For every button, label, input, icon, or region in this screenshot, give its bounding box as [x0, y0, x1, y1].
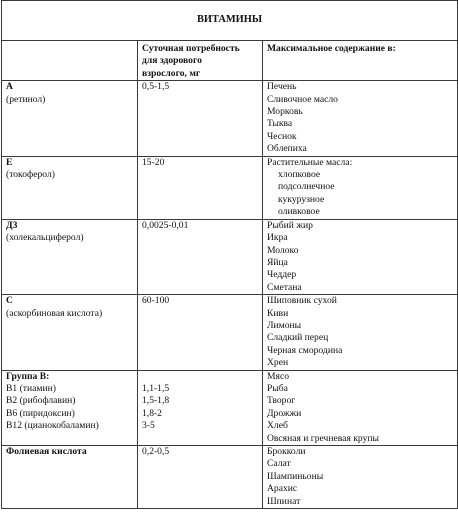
vitamin-name-cell [2, 156, 138, 219]
source-item: Хрен [267, 357, 289, 369]
source-item: Яйца [267, 256, 288, 268]
header-daily-need [138, 41, 263, 81]
table-title: ВИТАМИНЫ [2, 1, 458, 41]
sources-cell [263, 156, 458, 219]
need-cell [138, 370, 263, 445]
source-item: Мясо [267, 370, 289, 382]
vitamin-name-cell [2, 446, 138, 509]
vitamin-name: Группа В: [6, 370, 50, 382]
source-item: Овсяная и гречневая крупы [267, 432, 379, 444]
source-item: Творог [267, 395, 296, 407]
source-item: Черная смородина [267, 344, 343, 356]
source-item: Рыба [267, 382, 288, 394]
vitamins-table [1, 0, 458, 509]
source-item: Сливочное масло [267, 93, 338, 105]
vitamin-subname: (холекальциферол) [6, 232, 84, 244]
source-item: Тыква [267, 118, 293, 130]
source-item: Шиповник сухой [267, 295, 337, 307]
need-value: 15-20 [142, 156, 165, 168]
table-row [2, 446, 458, 509]
source-item: Печень [267, 81, 297, 93]
need-value: 1,8-2 [142, 407, 162, 419]
source-item: Сметана [267, 281, 302, 293]
table-row [2, 295, 458, 370]
source-item: Арахис [267, 483, 298, 495]
vitamin-sub-item: В6 (пиридоксин) [6, 407, 75, 419]
source-item: Морковь [267, 106, 303, 118]
sources-cell [263, 295, 458, 370]
vitamin-name-cell [2, 219, 138, 294]
need-spacer [142, 371, 258, 383]
source-item: Сладкий перец [267, 332, 329, 344]
need-value: 0,5-1,5 [142, 81, 170, 93]
sources-cell [263, 446, 458, 509]
need-cell [138, 156, 263, 219]
source-item: Чеддер [267, 269, 297, 281]
source-item: Брокколи [267, 446, 306, 457]
table-row [2, 370, 458, 445]
table-row [2, 156, 458, 219]
need-value: 1,1-1,5 [142, 382, 170, 394]
source-item: Чеснок [267, 130, 297, 142]
sources-cell [263, 370, 458, 445]
source-item: Рыбий жир [267, 219, 313, 231]
source-item: Шпинат [267, 495, 301, 507]
vitamin-subname: (ретинол) [6, 93, 46, 105]
header-daily-need-line: для здорового [142, 55, 202, 67]
vitamin-subname: (аскорбиновая кислота) [6, 307, 103, 319]
vitamin-name: С [6, 295, 13, 307]
source-item: Дрожжи [267, 407, 302, 419]
vitamin-subname: (токоферол) [6, 169, 55, 181]
source-item: Салат [267, 458, 291, 470]
need-value: 0,2-0,5 [142, 446, 170, 457]
source-item: Шампиньоны [267, 470, 324, 482]
source-item: Молоко [267, 244, 299, 256]
need-value: 3-5 [142, 420, 155, 432]
need-value: 1,5-1,8 [142, 395, 170, 407]
need-cell [138, 295, 263, 370]
vitamin-name: Е [6, 156, 13, 168]
need-cell [138, 219, 263, 294]
source-item: Растительные масла: [267, 156, 353, 168]
vitamin-name-cell [2, 370, 138, 445]
need-cell [138, 81, 263, 156]
source-item: подсолнечное [278, 181, 335, 193]
vitamin-sub-item: В2 (рибофлавин) [6, 395, 76, 407]
source-item: кукурузное [278, 193, 325, 205]
vitamin-name: Д3 [6, 219, 18, 231]
need-cell [138, 446, 263, 509]
table-row [2, 81, 458, 156]
vitamin-name-cell [2, 295, 138, 370]
header-empty-cell [2, 41, 138, 81]
sources-cell [263, 81, 458, 156]
header-daily-need-line: взрослого, мг [142, 67, 201, 79]
vitamin-sub-item: В1 (тиамин) [6, 382, 56, 394]
source-item: оливковое [278, 206, 320, 218]
header-row [2, 41, 458, 81]
sources-cell [263, 219, 458, 294]
source-item: Облепиха [267, 143, 307, 155]
source-item: Хлеб [267, 420, 288, 432]
vitamin-sub-item: В12 (цианокобаламин) [6, 420, 99, 432]
need-value: 60-100 [142, 295, 170, 307]
vitamin-name: А [6, 81, 13, 93]
vitamin-name-cell [2, 81, 138, 156]
source-item: Лимоны [267, 319, 302, 331]
vitamin-name: Фолиевая кислота [6, 446, 87, 457]
header-daily-need-line: Суточная потребность [142, 43, 240, 54]
title-row [2, 1, 458, 41]
table-row [2, 219, 458, 294]
source-item: хлопковое [278, 169, 321, 181]
need-value: 0,0025-0,01 [142, 219, 189, 231]
header-max-content: Максимальное содержание в: [263, 41, 458, 81]
source-item: Икра [267, 232, 288, 244]
source-item: Киви [267, 307, 289, 319]
